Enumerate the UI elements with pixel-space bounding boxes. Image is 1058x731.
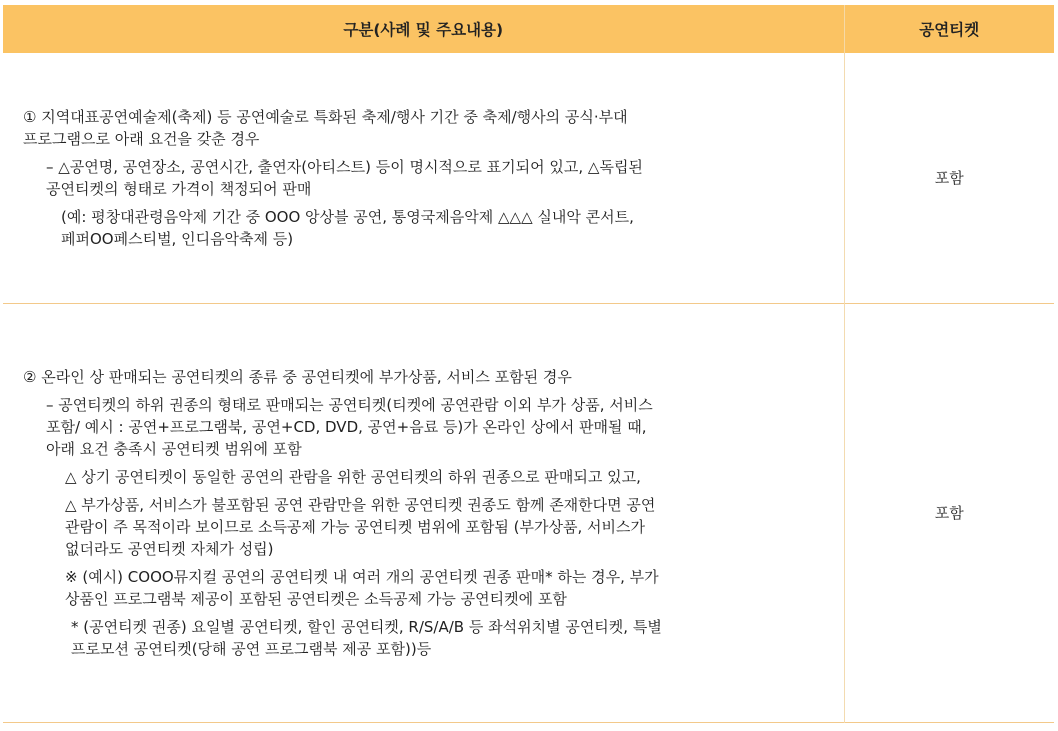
row2-condition: [23, 394, 844, 460]
row2-requirement-1: [23, 466, 844, 488]
text-line: 상품인 프로그램북 제공이 포함된 공연티켓은 소득공제 가능 공연티켓에 포함: [65, 590, 567, 608]
row2-example-note: [23, 566, 844, 610]
row2-main-item: [23, 366, 844, 388]
row2-verdict: 포함: [844, 304, 1054, 723]
text-line: △ 부가상품, 서비스가 불포함된 공연 관람만을 위한 공연티켓 권종도 함께 존재한다면 공연: [65, 496, 656, 514]
text-line: 프로모션 공연티켓(당해 공연 프로그램북 제공 포함))등: [71, 640, 432, 658]
text-line: 페퍼OO페스티벌, 인디음악축제 등): [61, 230, 294, 248]
text-line: * (공연티켓 권종) 요일별 공연티켓, 할인 공연티켓, R/S/A/B 등 좌석위치별 공연티켓, 특별: [71, 618, 662, 636]
row1-main-item: [23, 106, 844, 150]
text-line: 공연티켓의 형태로 가격이 책정되어 판매: [46, 180, 312, 198]
ticket-criteria-table: [3, 5, 1054, 723]
header-ticket: 공연티켓: [844, 5, 1054, 53]
table-row: [3, 304, 1054, 723]
header-category: 구분(사례 및 주요내용): [3, 5, 844, 53]
row1-condition: [23, 156, 844, 200]
text-line: 포함/ 예시 : 공연+프로그램북, 공연+CD, DVD, 공연+음료 등)가 온라인 상에서 판매될 때,: [46, 418, 647, 436]
row1-verdict: 포함: [844, 53, 1054, 304]
text-line: 프로그램으로 아래 요건을 갖춘 경우: [23, 130, 260, 148]
text-line: ※ (예시) COOO뮤지컬 공연의 공연티켓 내 여러 개의 공연티켓 권종 판매* 하는 경우, 부가: [65, 568, 659, 586]
row2-description: [3, 304, 844, 723]
text-line: △ 상기 공연티켓이 동일한 공연의 관람을 위한 공연티켓의 하위 권종으로 판매되고 있고,: [65, 468, 641, 486]
text-line: 없더라도 공연티켓 자체가 성립): [65, 540, 274, 558]
table-row: [3, 53, 1054, 304]
row1-example: [23, 206, 844, 250]
row2-footnote: [23, 616, 844, 660]
text-line: ① 지역대표공연예술제(축제) 등 공연예술로 특화된 축제/행사 기간 중 축제/행사의 공식·부대: [23, 108, 628, 126]
text-line: – 공연티켓의 하위 권종의 형태로 판매되는 공연티켓(티켓에 공연관람 이외 부가 상품, 서비스: [46, 396, 653, 414]
text-line: ② 온라인 상 판매되는 공연티켓의 종류 중 공연티켓에 부가상품, 서비스 포함된 경우: [23, 368, 572, 386]
row2-requirement-2: [23, 494, 844, 560]
text-line: (예: 평창대관령음악제 기간 중 OOO 앙상블 공연, 통영국제음악제 △△△ 실내악 콘서트,: [61, 208, 634, 226]
row1-description: [3, 53, 844, 304]
text-line: – △공연명, 공연장소, 공연시간, 출연자(아티스트) 등이 명시적으로 표기되어 있고, △독립된: [46, 158, 643, 176]
table-header-row: [3, 5, 1054, 53]
text-line: 관람이 주 목적이라 보이므로 소득공제 가능 공연티켓 범위에 포함됨 (부가상품, 서비스가: [65, 518, 645, 536]
text-line: 아래 요건 충족시 공연티켓 범위에 포함: [46, 440, 302, 458]
